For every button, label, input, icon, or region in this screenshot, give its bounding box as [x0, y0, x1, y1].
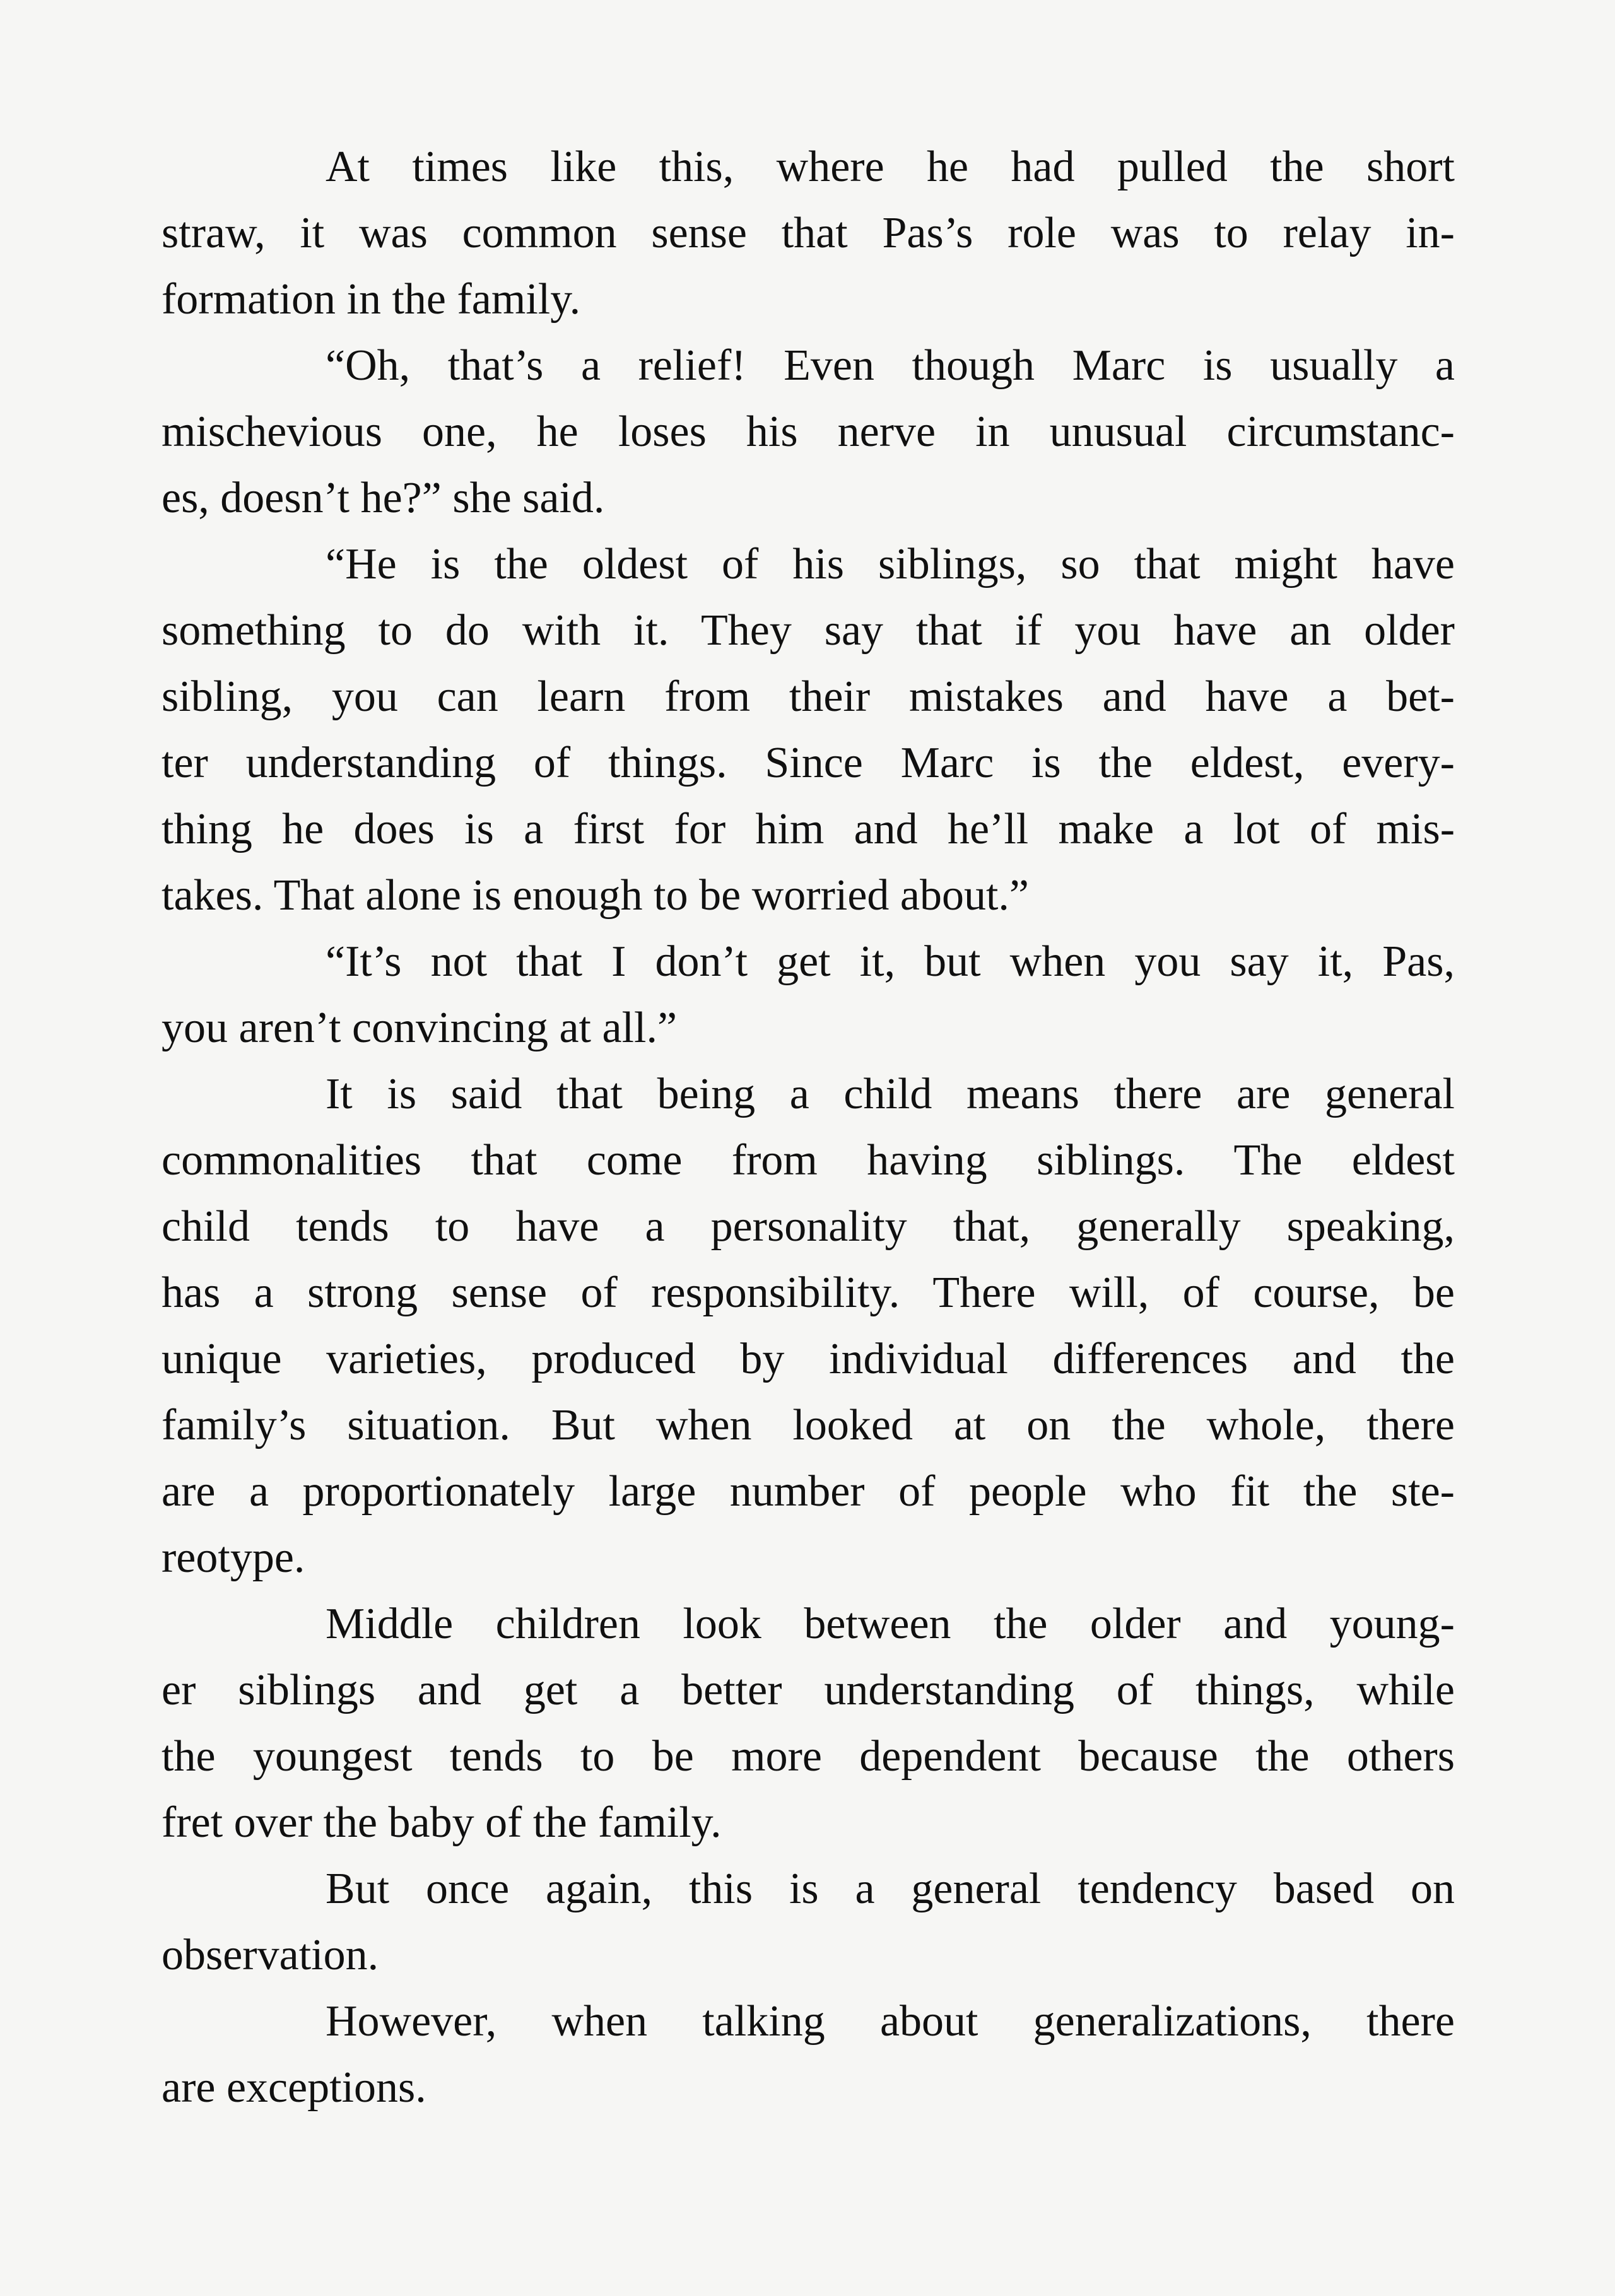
- paragraph: [162, 1988, 1455, 2121]
- text-line: you aren’t convincing at all.”: [162, 1004, 678, 1052]
- text-line: commonalities that come from having siblings. The eldest: [162, 1136, 1455, 1185]
- paragraph: [162, 332, 1455, 531]
- text-line: But once again, this is a general tendency based on: [326, 1865, 1455, 1913]
- text-line: “Oh, that’s a relief! Even though Marc is usually a: [326, 341, 1455, 390]
- text-line: straw, it was common sense that Pas’s role was to relay in-: [162, 209, 1455, 257]
- text-line: family’s situation. But when looked at on the whole, there: [162, 1401, 1455, 1450]
- text-line: “He is the oldest of his siblings, so that might have: [326, 540, 1455, 589]
- text-line: It is said that being a child means there are general: [326, 1070, 1455, 1118]
- text-line: something to do with it. They say that if you have an older: [162, 606, 1455, 655]
- text-line: At times like this, where he had pulled the short: [326, 143, 1455, 191]
- text-line: thing he does is a first for him and he’ll make a lot of mis-: [162, 805, 1455, 853]
- text-line: sibling, you can learn from their mistakes and have a bet-: [162, 672, 1455, 721]
- text-line: mischevious one, he loses his nerve in unusual circumstanc-: [162, 407, 1455, 456]
- text-line: the youngest tends to be more dependent because the others: [162, 1732, 1455, 1781]
- text-line: are a proportionately large number of people who fit the ste-: [162, 1467, 1455, 1516]
- text-line: are exceptions.: [162, 2063, 426, 2112]
- text-line: unique varieties, produced by individual differences and the: [162, 1335, 1455, 1383]
- text-line: However, when talking about generalizations, there: [326, 1997, 1455, 2046]
- paragraph: [162, 1061, 1455, 1591]
- page-text: [162, 134, 1455, 2121]
- text-line: ter understanding of things. Since Marc is the eldest, every-: [162, 739, 1455, 787]
- text-line: fret over the baby of the family.: [162, 1798, 722, 1847]
- text-line: Middle children look between the older and young-: [326, 1600, 1455, 1648]
- text-line: reotype.: [162, 1533, 305, 1582]
- text-line: child tends to have a personality that, generally speaking,: [162, 1202, 1455, 1251]
- text-line: takes. That alone is enough to be worried about.”: [162, 871, 1029, 920]
- text-line: “It’s not that I don’t get it, but when you say it, Pas,: [326, 937, 1455, 986]
- paragraph: [162, 928, 1455, 1061]
- text-line: es, doesn’t he?” she said.: [162, 474, 605, 522]
- text-line: has a strong sense of responsibility. There will, of course, be: [162, 1268, 1455, 1317]
- paragraph: [162, 134, 1455, 332]
- text-line: er siblings and get a better understanding of things, while: [162, 1666, 1455, 1714]
- paragraph: [162, 1856, 1455, 1988]
- paragraph: [162, 1591, 1455, 1856]
- paragraph: [162, 531, 1455, 928]
- text-line: formation in the family.: [162, 275, 581, 324]
- text-line: observation.: [162, 1931, 379, 1979]
